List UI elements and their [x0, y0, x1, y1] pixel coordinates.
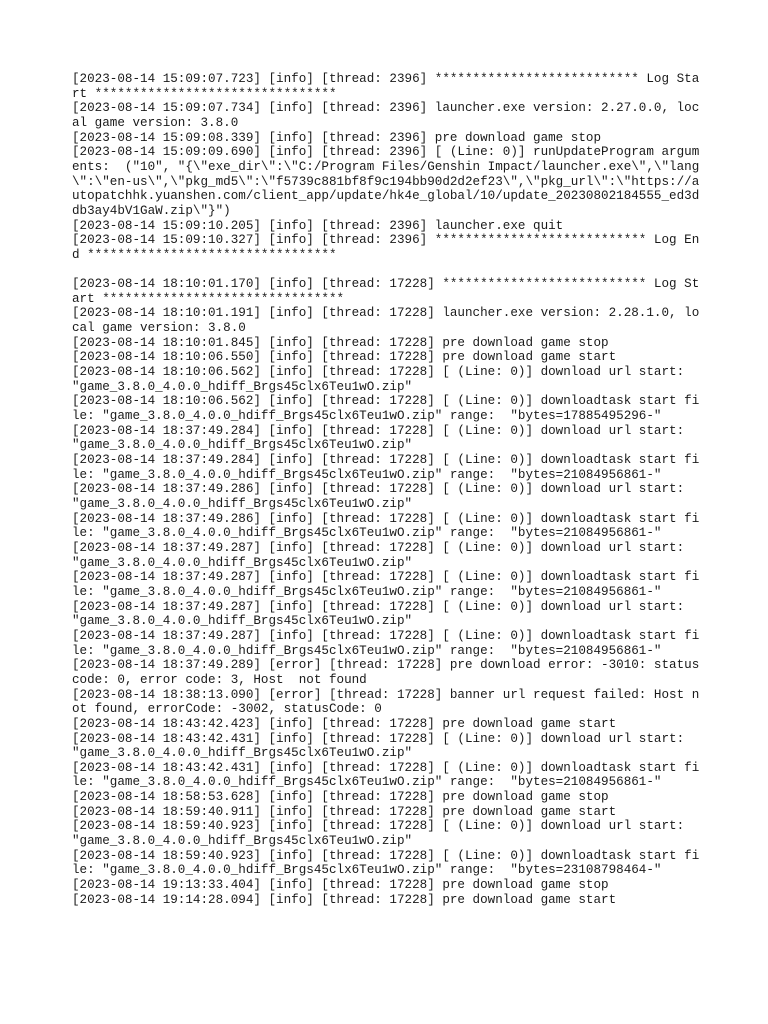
log-document — [72, 72, 707, 907]
log-line: [2023-08-14 19:14:28.094] [info] [thread: 17228] pre download game start — [72, 892, 617, 907]
log-line: [2023-08-14 18:37:49.286] [info] [thread: 17228] [ (Line: 0)] download url start: "game_3.8.0_4.0.0_hdiff_Brgs45clx6Teu1wO.zip" — [72, 482, 692, 512]
log-session-2 — [72, 277, 707, 907]
log-line: [2023-08-14 15:09:08.339] [info] [thread: 2396] pre download game stop — [72, 130, 602, 145]
log-line: [2023-08-14 18:37:49.287] [info] [thread: 17228] [ (Line: 0)] downloadtask start file: "game_3.8.0_4.0.0_hdiff_Brgs45clx6Teu1wO.zip" range: "bytes=21084956861-" — [72, 628, 700, 658]
log-line: [2023-08-14 18:10:01.191] [info] [thread: 17228] launcher.exe version: 2.28.1.0, local game version: 3.8.0 — [72, 306, 700, 336]
log-line: [2023-08-14 18:37:49.287] [info] [thread: 17228] [ (Line: 0)] download url start: "game_3.8.0_4.0.0_hdiff_Brgs45clx6Teu1wO.zip" — [72, 540, 692, 570]
log-line: [2023-08-14 15:09:09.690] [info] [thread: 2396] [ (Line: 0)] runUpdateProgram arguments: ("10", "{\"exe_dir\":\"C:/Program Files/Genshin Impact/launcher.exe\",\"lang\":\"en-us\",\"pkg_md5\":\"f5739c881bf8f9c194bb90d2d2ef23\",\"pkg_url\":\"https://autopatchhk.yuanshen.com/client_app/update/hk4e_global/10/update_20230802184555_ed3ddb3ay4bV1GaW.zip\"}") — [72, 145, 700, 218]
log-line: [2023-08-14 18:37:49.284] [info] [thread: 17228] [ (Line: 0)] downloadtask start file: "game_3.8.0_4.0.0_hdiff_Brgs45clx6Teu1wO.zip" range: "bytes=21084956861-" — [72, 453, 700, 482]
log-line: [2023-08-14 18:10:06.562] [info] [thread: 17228] [ (Line: 0)] download url start: "game_3.8.0_4.0.0_hdiff_Brgs45clx6Teu1wO.zip" — [72, 365, 692, 394]
log-line: [2023-08-14 18:43:42.431] [info] [thread: 17228] [ (Line: 0)] downloadtask start file: "game_3.8.0_4.0.0_hdiff_Brgs45clx6Teu1wO.zip" range: "bytes=21084956861-" — [72, 760, 700, 790]
log-line: [2023-08-14 18:59:40.923] [info] [thread: 17228] [ (Line: 0)] download url start: "game_3.8.0_4.0.0_hdiff_Brgs45clx6Teu1wO.zip" — [72, 819, 692, 849]
log-line: [2023-08-14 18:37:49.284] [info] [thread: 17228] [ (Line: 0)] download url start: "game_3.8.0_4.0.0_hdiff_Brgs45clx6Teu1wO.zip" — [72, 423, 692, 453]
log-line: [2023-08-14 19:13:33.404] [info] [thread: 17228] pre download game stop — [72, 878, 609, 893]
log-line: [2023-08-14 18:10:06.550] [info] [thread: 17228] pre download game start — [72, 350, 617, 365]
log-line: [2023-08-14 15:09:10.205] [info] [thread: 2396] launcher.exe quit — [72, 218, 564, 233]
log-line: [2023-08-14 18:37:49.289] [error] [thread: 17228] pre download error: -3010: status code: 0, error code: 3, Host not found — [72, 658, 707, 687]
log-line: [2023-08-14 15:09:07.723] [info] [thread: 2396] *************************** Log Start ******************************** — [72, 72, 700, 101]
log-line: [2023-08-14 15:09:07.734] [info] [thread: 2396] launcher.exe version: 2.27.0.0, local game version: 3.8.0 — [72, 101, 700, 130]
log-line: [2023-08-14 18:10:01.845] [info] [thread: 17228] pre download game stop — [72, 335, 609, 350]
log-line: [2023-08-14 18:37:49.287] [info] [thread: 17228] [ (Line: 0)] download url start: "game_3.8.0_4.0.0_hdiff_Brgs45clx6Teu1wO.zip" — [72, 599, 692, 629]
log-line: [2023-08-14 18:38:13.090] [error] [thread: 17228] banner url request failed: Host not found, errorCode: -3002, statusCode: 0 — [72, 687, 700, 717]
log-line: [2023-08-14 15:09:10.327] [info] [thread: 2396] **************************** Log End ********************************* — [72, 233, 700, 262]
log-line: [2023-08-14 18:58:53.628] [info] [thread: 17228] pre download game stop — [72, 790, 609, 805]
log-line: [2023-08-14 18:43:42.431] [info] [thread: 17228] [ (Line: 0)] download url start: "game_3.8.0_4.0.0_hdiff_Brgs45clx6Teu1wO.zip" — [72, 731, 692, 761]
log-line: [2023-08-14 18:59:40.911] [info] [thread: 17228] pre download game start — [72, 804, 617, 819]
log-line: [2023-08-14 18:59:40.923] [info] [thread: 17228] [ (Line: 0)] downloadtask start file: "game_3.8.0_4.0.0_hdiff_Brgs45clx6Teu1wO.zip" range: "bytes=23108798464-" — [72, 848, 700, 878]
log-line: [2023-08-14 18:10:01.170] [info] [thread: 17228] *************************** Log Start ******************************** — [72, 277, 700, 306]
log-line: [2023-08-14 18:37:49.286] [info] [thread: 17228] [ (Line: 0)] downloadtask start file: "game_3.8.0_4.0.0_hdiff_Brgs45clx6Teu1wO.zip" range: "bytes=21084956861-" — [72, 511, 700, 541]
log-line: [2023-08-14 18:10:06.562] [info] [thread: 17228] [ (Line: 0)] downloadtask start file: "game_3.8.0_4.0.0_hdiff_Brgs45clx6Teu1wO.zip" range: "bytes=17885495296-" — [72, 394, 700, 424]
log-session-1 — [72, 72, 704, 263]
log-line: [2023-08-14 18:37:49.287] [info] [thread: 17228] [ (Line: 0)] downloadtask start file: "game_3.8.0_4.0.0_hdiff_Brgs45clx6Teu1wO.zip" range: "bytes=21084956861-" — [72, 570, 700, 599]
log-line: [2023-08-14 18:43:42.423] [info] [thread: 17228] pre download game start — [72, 716, 617, 731]
